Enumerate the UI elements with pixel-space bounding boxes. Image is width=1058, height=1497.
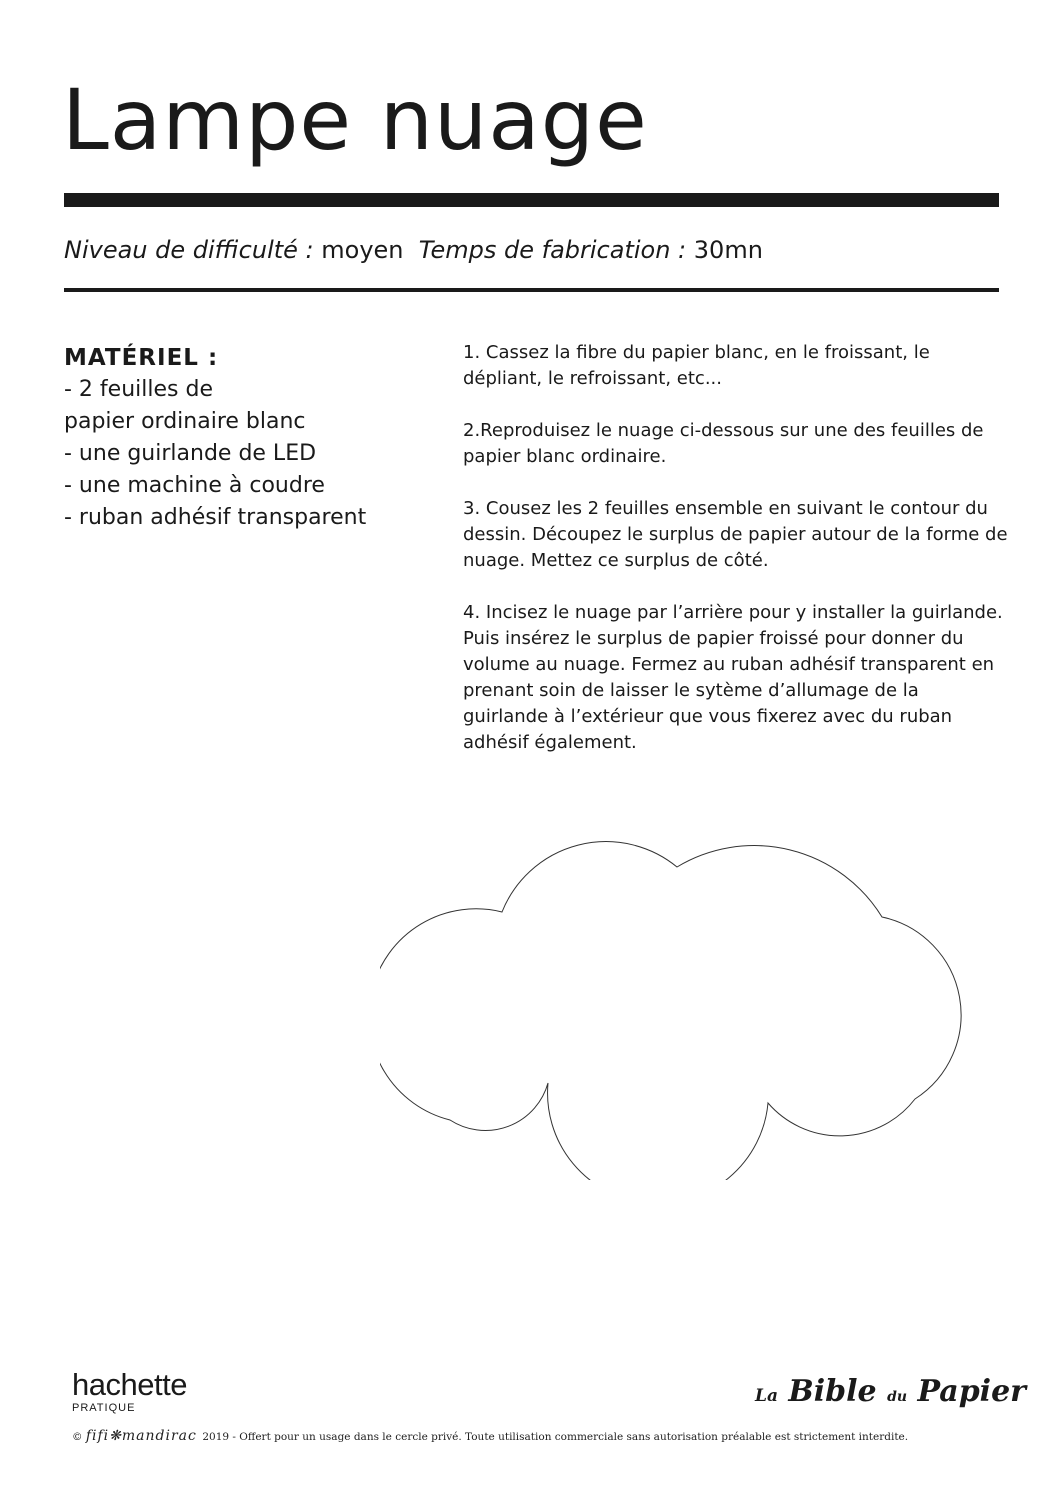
title-underline [64,193,999,207]
copyright-symbol: © [72,1431,83,1443]
materials-item: papier ordinaire blanc [64,409,306,434]
cloud-outline [380,842,961,1180]
materials-heading: MATÉRIEL : [64,345,219,371]
page-title: Lampe nuage [62,71,648,169]
difficulty-value: moyen [321,236,404,264]
copyright-footer [72,1428,1032,1444]
instruction-step: 3. Cousez les 2 feuilles ensemble en suivant le contour du dessin. Découpez le surplus de papier autour de la forme de nuage. Mettez ce surplus de côté. [463,498,1008,571]
flower-icon: ❋ [109,1428,122,1444]
materials-section [64,342,424,534]
time-label: Temps de fabrication : [418,236,687,264]
author-signature: fifi❋mandirac [85,1428,197,1444]
time-value: 30mn [693,236,763,264]
usage-notice: 2019 - Offert pour un usage dans le cercle privé. Toute utilisation commerciale sans autorisation préalable est strictement interdite. [202,1431,909,1443]
series-logo: La Bible du Papier [755,1374,1026,1409]
publisher-sub: PRATIQUE [72,1402,136,1414]
materials-item: - une guirlande de LED [64,441,317,466]
materials-item: - une machine à coudre [64,473,325,498]
instructions [463,340,1008,782]
publisher-logo [72,1368,187,1414]
cloud-template [380,810,1020,1180]
materials-list [64,374,424,534]
materials-item: - ruban adhésif transparent [64,505,367,530]
instruction-step: 2.Reproduisez le nuage ci-dessous sur une des feuilles de papier blanc ordinaire. [463,420,984,467]
materials-item: - 2 feuilles de [64,377,213,402]
instruction-step: 1. Cassez la fibre du papier blanc, en le froissant, le dépliant, le refroissant, etc... [463,342,930,389]
meta-divider [64,288,999,292]
publisher-name: hachette [72,1367,187,1402]
difficulty-label: Niveau de difficulté : [64,236,314,264]
instruction-step: 4. Incisez le nuage par l’arrière pour y installer la guirlande. Puis insérez le surplus de papier froissé pour donner du volume au nuage. Fermez au ruban adhésif transparent en prenant soin de laisser le sytème d’allumage de la guirlande à l’extérieur que vous fixerez avec du ruban adhésif également. [463,602,1003,753]
project-meta [64,234,763,266]
